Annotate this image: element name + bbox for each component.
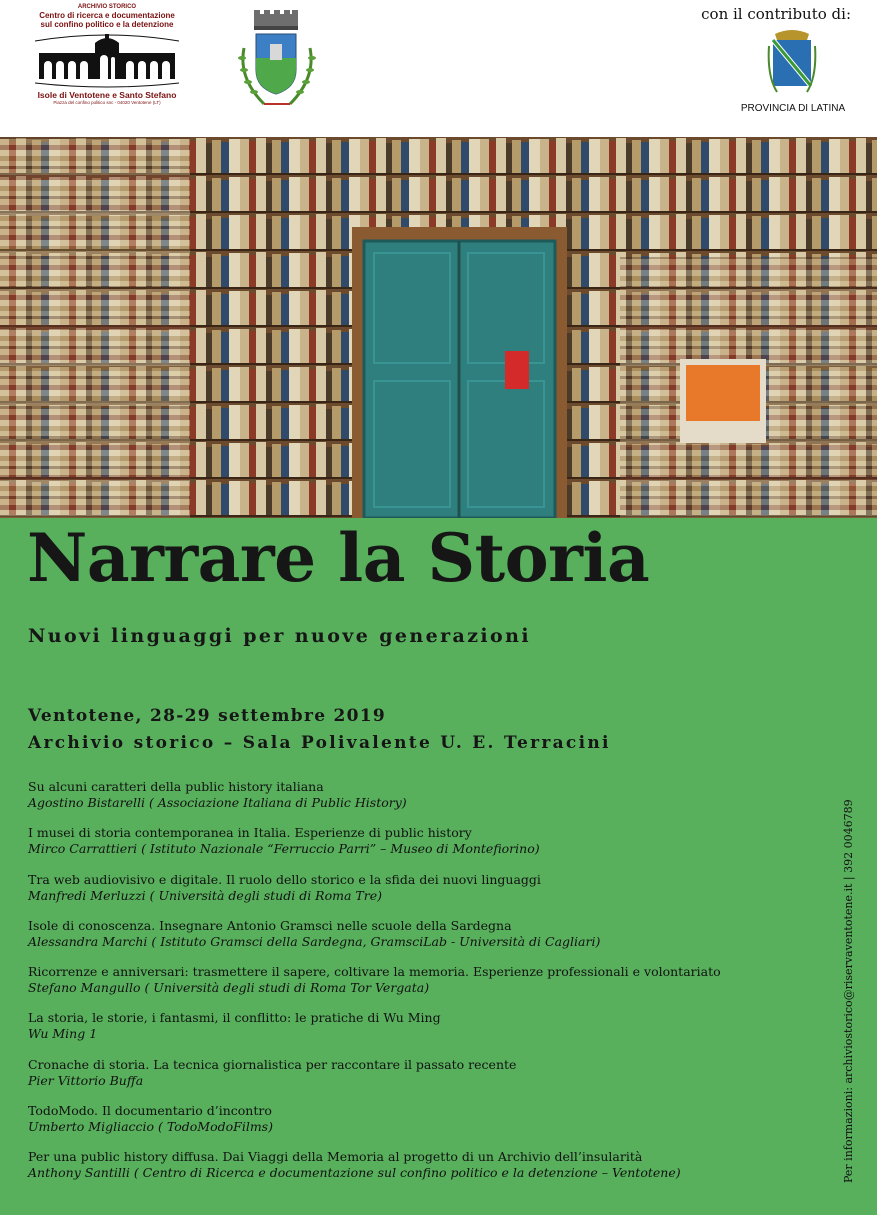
talk-speaker: Mirco Carrattieri ( Istituto Nazionale “Ferruccio Parri” – Museo di Montefiorino) [28,841,540,857]
event-title: Narrare la Storia [27,519,650,597]
talk-title: Cronache di storia. La tecnica giornalistica per raccontare il passato recente [28,1056,517,1072]
archive-logo-address: Piazza del confino politico snc - 04020 Ventotene (LT) [53,100,161,106]
talk-title: Per una public history diffusa. Dai Viaggi della Memoria al progetto di un Archivio dell’insularità [28,1149,643,1165]
archive-logo-line1: ARCHIVIO STORICO [77,4,137,10]
contributo-text: con il contributo di: [701,5,851,23]
bookshelf-image [0,137,877,518]
provincia-name: PROVINCIA DI LATINA [740,103,846,114]
talk-list [28,779,818,1196]
contact-info: Per informazioni: archiviostorico@riservaventotene.it | 392 0046789 [842,799,855,1183]
talk-title: La storia, le storie, i fantasmi, il conflitto: le pratiche di Wu Ming [28,1010,441,1026]
talk-item [28,1149,818,1195]
talk-item [28,1057,818,1103]
talk-title: TodoModo. Il documentario d’incontro [28,1103,272,1119]
header [0,0,877,137]
event-venue: Archivio storico – Sala Polivalente U. E. Terracini [28,733,611,753]
talk-title: Tra web audiovisivo e digitale. Il ruolo dello storico e la sfida dei nuovi linguaggi [28,871,541,887]
talk-speaker: Manfredi Merluzzi ( Università degli studi di Roma Tre) [28,887,382,903]
talk-title: I musei di storia contemporanea in Italia. Esperienze di public history [28,825,472,841]
talk-speaker: Pier Vittorio Buffa [28,1072,144,1088]
talk-speaker: Agostino Bistarelli ( Associazione Italiana di Public History) [28,795,407,810]
talk-item [28,918,818,964]
talk-title: Ricorrenze e anniversari: trasmettere il sapere, coltivare la memoria. Esperienze professionali e volontariato [28,964,721,980]
talk-item [28,964,818,1010]
talk-speaker: Alessandra Marchi ( Istituto Gramsci della Sardegna, GramsciLab - Università di Cagliari) [28,933,601,949]
archive-logo-islands: Isole di Ventotene e Santo Stefano [37,90,177,101]
talk-speaker: Wu Ming 1 [28,1026,98,1042]
talk-item [28,779,818,825]
colosseum-icon [33,31,181,89]
talk-title: Isole di conoscenza. Insegnare Antonio Gramsci nelle scuole della Sardegna [28,917,512,933]
talk-item [28,1103,818,1149]
talk-item [28,1010,818,1056]
contributo-label [701,4,851,23]
event-date-place: Ventotene, 28-29 settembre 2019 [28,706,387,726]
archive-logo-line3: sul confino politico e la detenzione [40,20,174,30]
talk-title: Su alcuni caratteri della public history italiana [28,779,324,794]
talk-speaker: Stefano Mangullo ( Università degli studi di Roma Tor Vergata) [28,980,430,996]
archive-logo-line2: Centro di ricerca e documentazione [39,10,175,20]
talk-speaker: Umberto Migliaccio ( TodoModoFilms) [28,1119,273,1135]
books-door-photo [0,137,877,518]
talk-item [28,872,818,918]
event-subtitle: Nuovi linguaggi per nuove generazioni [28,625,531,647]
comune-ventotene-crest-icon [234,8,320,116]
archivio-storico-logo [32,4,182,122]
talk-speaker: Anthony Santilli ( Centro di Ricerca e documentazione sul confino politico e la detenzione – Ventotene) [28,1165,681,1181]
provincia-latina-crest-icon [767,26,817,98]
talk-item [28,825,818,871]
